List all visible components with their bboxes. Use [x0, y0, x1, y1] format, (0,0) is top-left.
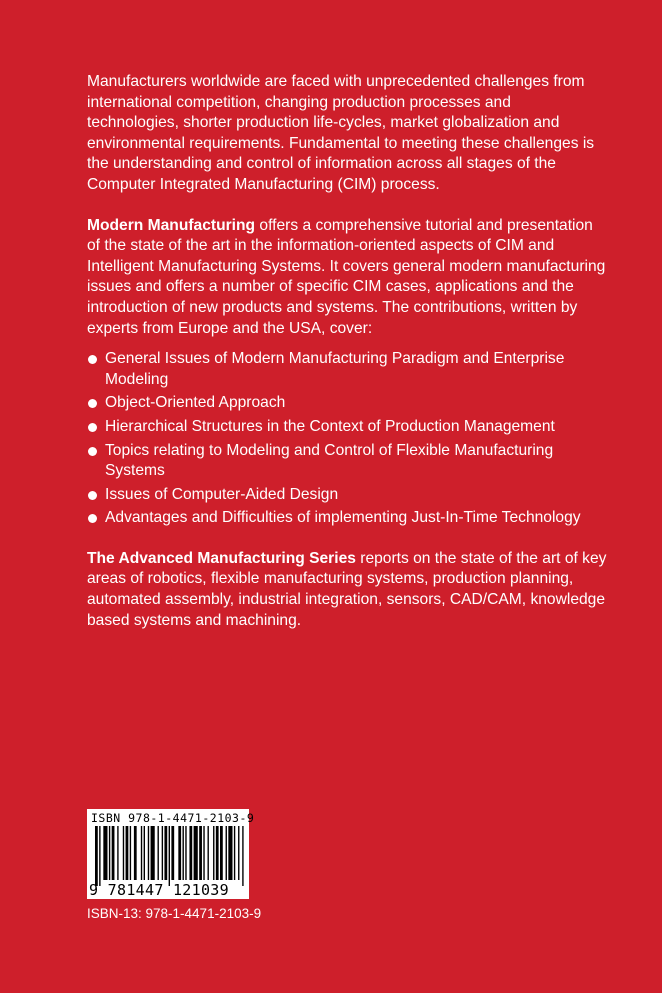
topics-list	[87, 349, 607, 529]
description-paragraph	[87, 216, 607, 340]
barcode-bar	[234, 826, 235, 880]
list-item	[87, 508, 607, 529]
barcode-bar	[95, 826, 98, 886]
barcode-bar	[109, 826, 110, 880]
barcode-bar	[216, 826, 219, 880]
barcode-bar	[169, 826, 170, 886]
intro-paragraph: Manufacturers worldwide are faced with unprecedented challenges from international competition, changing production processes and technologies, shorter production life-cycles, market globalization and environmental requirements. Fundamental to meeting these challenges is the understanding and control of information across all stages of the Computer Integrated Manufacturing (CIM) process.	[87, 73, 595, 193]
barcode-digits: 9 781447 121039	[89, 881, 229, 899]
barcode-bar	[112, 826, 115, 880]
barcode-bar	[194, 826, 198, 880]
barcode-bar	[185, 826, 186, 880]
barcode-bar	[134, 826, 137, 880]
barcode-bar	[141, 826, 142, 880]
bullet-dot-icon	[88, 355, 97, 364]
barcode-bar	[162, 826, 163, 880]
book-title-bold: Modern Manufacturing	[87, 216, 256, 234]
barcode-bar	[226, 826, 227, 880]
list-item-text: General Issues of Modern Manufacturing Paradigm and Enterprise Modeling	[105, 350, 565, 388]
barcode-isbn-label: ISBN 978-1-4471-2103-9	[91, 811, 255, 825]
barcode-bar	[130, 826, 131, 880]
barcode-bar	[178, 826, 181, 880]
barcode-bar	[203, 826, 204, 880]
bullet-dot-icon	[88, 399, 97, 408]
series-paragraph	[87, 549, 607, 631]
barcode-bar	[164, 826, 167, 880]
barcode-bars-icon	[95, 826, 245, 886]
description-text: offers a comprehensive tutorial and presentation of the state of the art in the information-oriented aspects of CIM and Intelligent Manufacturing Systems. It covers general modern manufacturing issues and offers a number of specific CIM cases, applications and the introduction of new products and systems. The contributions, written by experts from Europe and the USA, cover:	[87, 216, 606, 337]
barcode-bar	[238, 826, 239, 880]
isbn-13-label: ISBN-13: 978-1-4471-2103-9	[87, 906, 262, 921]
barcode-bar	[126, 826, 129, 880]
bullet-dot-icon	[88, 447, 97, 456]
cover-text	[87, 72, 607, 631]
bullet-dot-icon	[88, 514, 97, 523]
barcode-bar	[117, 826, 118, 880]
barcode-bar	[151, 826, 155, 880]
barcode-bar	[148, 826, 149, 880]
series-text: reports on the state of the art of key areas of robotics, flexible manufacturing systems, production planning, automated assembly, industrial integration, sensors, CAD/CAM, knowledge based systems and machining.	[87, 549, 607, 629]
barcode-bar	[123, 826, 124, 880]
list-item	[87, 349, 607, 390]
barcode-bar	[242, 826, 243, 886]
barcode-bar	[228, 826, 232, 880]
list-item	[87, 393, 607, 414]
barcode-bar	[144, 826, 145, 880]
barcode-bar	[99, 826, 100, 886]
barcode-bar	[183, 826, 184, 880]
barcode	[87, 809, 255, 899]
barcode-bar	[158, 826, 159, 880]
bullet-dot-icon	[88, 491, 97, 500]
barcode-bar	[208, 826, 209, 880]
barcode-bar	[199, 826, 202, 880]
list-item-text: Advantages and Difficulties of implementing Just-In-Time Technology	[105, 509, 581, 527]
list-item	[87, 485, 607, 506]
barcode-bar	[171, 826, 174, 880]
list-item-text: Topics relating to Modeling and Control of Flexible Manufacturing Systems	[105, 441, 554, 480]
barcode-bar	[220, 826, 223, 880]
bullet-dot-icon	[88, 423, 97, 432]
barcode-bar	[213, 826, 214, 880]
list-item	[87, 441, 607, 482]
list-item-text: Issues of Computer-Aided Design	[105, 485, 339, 503]
series-title-bold: The Advanced Manufacturing Series	[87, 549, 356, 567]
barcode-bar	[189, 826, 192, 880]
list-item-text: Hierarchical Structures in the Context of Production Management	[105, 417, 555, 435]
list-item	[87, 417, 607, 438]
barcode-bar	[103, 826, 107, 880]
list-item-text: Object-Oriented Approach	[105, 394, 286, 412]
